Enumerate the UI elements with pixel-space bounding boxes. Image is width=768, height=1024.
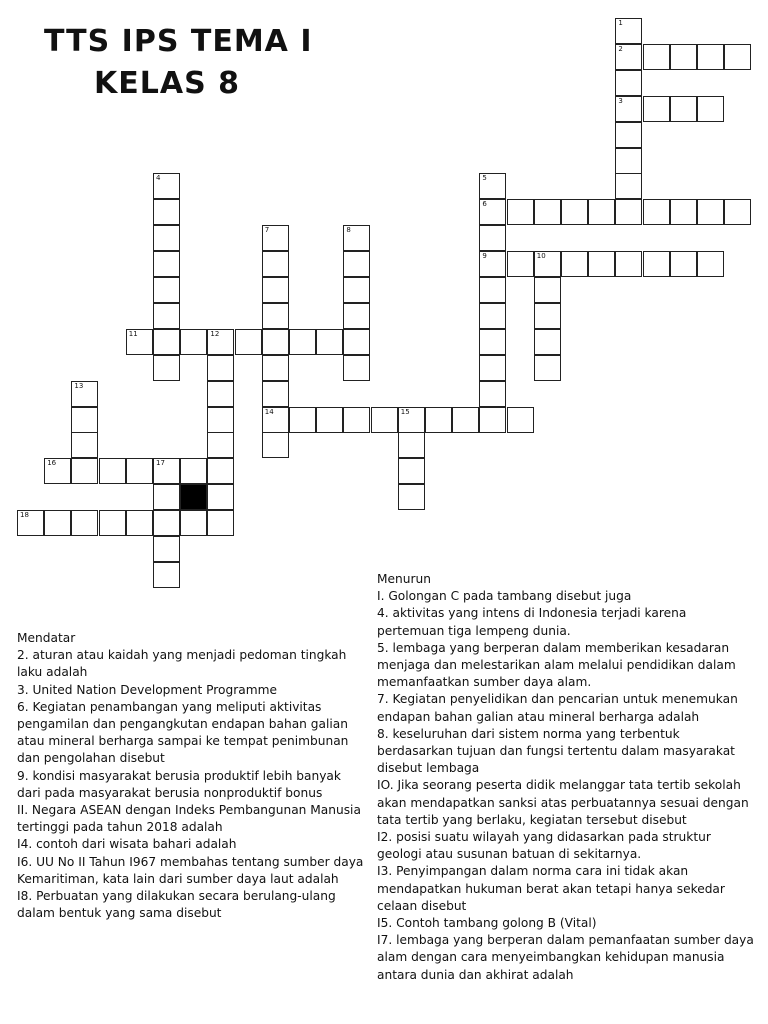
grid-cell[interactable] bbox=[643, 44, 670, 70]
clue-number: 5 bbox=[482, 174, 487, 183]
grid-cell[interactable] bbox=[153, 562, 180, 588]
grid-cell[interactable] bbox=[398, 458, 425, 484]
down-clue: I. Golongan C pada tambang disebut juga bbox=[377, 589, 632, 604]
clue-number: 13 bbox=[74, 381, 84, 390]
grid-cell[interactable] bbox=[99, 458, 126, 484]
grid-cell[interactable] bbox=[153, 173, 180, 199]
grid-cell[interactable] bbox=[71, 510, 98, 536]
grid-cell[interactable] bbox=[479, 407, 506, 433]
clue-number: 14 bbox=[264, 407, 274, 416]
title-line-2: KELAS 8 bbox=[94, 66, 240, 101]
grid-cell[interactable] bbox=[316, 329, 343, 355]
grid-cell[interactable] bbox=[262, 381, 289, 407]
clue-number: 4 bbox=[156, 174, 161, 183]
grid-cell[interactable] bbox=[697, 199, 724, 225]
grid-cell[interactable] bbox=[697, 96, 724, 122]
clue-number: 11 bbox=[128, 329, 138, 338]
grid-cell[interactable] bbox=[479, 329, 506, 355]
grid-cell[interactable] bbox=[697, 251, 724, 277]
grid-cell[interactable] bbox=[99, 510, 126, 536]
blocked-cell bbox=[180, 484, 207, 510]
grid-cell[interactable] bbox=[479, 225, 506, 251]
grid-cell[interactable] bbox=[643, 199, 670, 225]
grid-cell[interactable] bbox=[153, 329, 180, 355]
grid-cell[interactable] bbox=[343, 407, 370, 433]
grid-cell[interactable] bbox=[207, 432, 234, 458]
across-clues bbox=[17, 630, 367, 922]
grid-cell[interactable] bbox=[153, 225, 180, 251]
grid-cell[interactable] bbox=[643, 251, 670, 277]
across-clue: 3. United Nation Development Programme bbox=[17, 682, 277, 697]
grid-cell[interactable] bbox=[17, 510, 44, 536]
grid-cell[interactable] bbox=[180, 510, 207, 536]
clue-number: 12 bbox=[210, 329, 220, 338]
grid-cell[interactable] bbox=[479, 355, 506, 381]
grid-cell[interactable] bbox=[71, 432, 98, 458]
grid-cell[interactable] bbox=[289, 329, 316, 355]
grid-cell[interactable] bbox=[262, 329, 289, 355]
grid-cell[interactable] bbox=[153, 355, 180, 381]
grid-cell[interactable] bbox=[126, 510, 153, 536]
grid-cell[interactable] bbox=[207, 355, 234, 381]
grid-cell[interactable] bbox=[643, 96, 670, 122]
grid-cell[interactable] bbox=[207, 484, 234, 510]
grid-cell[interactable] bbox=[615, 148, 642, 174]
grid-cell[interactable] bbox=[207, 458, 234, 484]
grid-cell[interactable] bbox=[153, 277, 180, 303]
grid-cell[interactable] bbox=[262, 407, 289, 433]
grid-cell[interactable] bbox=[316, 407, 343, 433]
grid-cell[interactable] bbox=[534, 251, 561, 277]
down-clues bbox=[377, 571, 755, 984]
grid-cell[interactable] bbox=[262, 277, 289, 303]
down-clue: 7. Kegiatan penyelidikan dan pencarian untuk menemukan endapan bahan galian atau mineral berharga adalah bbox=[377, 692, 738, 724]
grid-cell[interactable] bbox=[262, 355, 289, 381]
grid-cell[interactable] bbox=[153, 199, 180, 225]
clue-number: 17 bbox=[156, 459, 165, 468]
grid-cell[interactable] bbox=[479, 173, 506, 199]
grid-cell[interactable] bbox=[534, 303, 561, 329]
grid-cell[interactable] bbox=[71, 407, 98, 433]
grid-cell[interactable] bbox=[44, 510, 71, 536]
across-clue: I8. Perbuatan yang dilakukan secara berulang-ulang dalam bentuk yang sama disebut bbox=[17, 889, 336, 921]
grid-cell[interactable] bbox=[534, 199, 561, 225]
grid-cell[interactable] bbox=[343, 329, 370, 355]
down-clue: IO. Jika seorang peserta didik melanggar tata tertib sekolah akan mendapatkan sanksi atas perbuatannya sesuai dengan tata tertib yang berlaku, kegiatan tersebut disebut bbox=[377, 778, 749, 827]
down-clue: I2. posisi suatu wilayah yang didasarkan pada struktur geologi atau susunan batuan di sekitarnya. bbox=[377, 830, 711, 862]
title-line-1: TTS IPS TEMA I bbox=[44, 24, 313, 59]
grid-cell[interactable] bbox=[71, 381, 98, 407]
across-clue: 9. kondisi masyarakat berusia produktif lebih banyak dari pada masyarakat berusia nonproduktif bonus bbox=[17, 768, 341, 800]
clue-number: 3 bbox=[618, 96, 623, 105]
down-clue: 4. aktivitas yang intens di Indonesia terjadi karena pertemuan tiga lempeng dunia. bbox=[377, 606, 687, 638]
grid-cell[interactable] bbox=[343, 251, 370, 277]
grid-cell[interactable] bbox=[71, 458, 98, 484]
grid-cell[interactable] bbox=[615, 44, 642, 70]
grid-cell[interactable] bbox=[343, 355, 370, 381]
grid-cell[interactable] bbox=[126, 329, 153, 355]
grid-cell[interactable] bbox=[207, 381, 234, 407]
grid-cell[interactable] bbox=[180, 458, 207, 484]
grid-cell[interactable] bbox=[615, 173, 642, 199]
grid-cell[interactable] bbox=[207, 329, 234, 355]
grid-cell[interactable] bbox=[207, 510, 234, 536]
grid-cell[interactable] bbox=[153, 458, 180, 484]
grid-cell[interactable] bbox=[479, 303, 506, 329]
grid-cell[interactable] bbox=[153, 510, 180, 536]
clue-number: 2 bbox=[618, 44, 623, 53]
grid-cell[interactable] bbox=[697, 44, 724, 70]
clue-number: 9 bbox=[482, 252, 487, 261]
grid-cell[interactable] bbox=[615, 18, 642, 44]
grid-cell[interactable] bbox=[507, 251, 534, 277]
across-clue: 6. Kegiatan penambangan yang meliputi aktivitas pengamilan dan pengangkutan endapan bahan galian atau mineral berharga sampai ke tempat penimbunan dan pengolahan disebut bbox=[17, 699, 349, 766]
grid-cell[interactable] bbox=[479, 277, 506, 303]
across-clue: II. Negara ASEAN dengan Indeks Pembangunan Manusia tertinggi pada tahun 2018 adalah bbox=[17, 803, 361, 835]
down-clue: 8. keseluruhan dari sistem norma yang terbentuk berdasarkan tujuan dan fungsi tertentu dalam masyarakat disebut lembaga bbox=[377, 726, 735, 776]
across-clue: I6. UU No II Tahun I967 membahas tentang sumber daya Kemaritiman, kata lain dari sumber daya laut adalah bbox=[17, 854, 364, 886]
grid-cell[interactable] bbox=[262, 432, 289, 458]
grid-cell[interactable] bbox=[343, 225, 370, 251]
across-heading: Mendatar bbox=[17, 631, 76, 645]
grid-cell[interactable] bbox=[615, 122, 642, 148]
grid-cell[interactable] bbox=[126, 458, 153, 484]
grid-cell[interactable] bbox=[44, 458, 71, 484]
grid-cell[interactable] bbox=[507, 199, 534, 225]
grid-cell[interactable] bbox=[289, 407, 316, 433]
grid-cell[interactable] bbox=[398, 484, 425, 510]
clue-number: 16 bbox=[47, 459, 57, 468]
grid-cell[interactable] bbox=[425, 407, 452, 433]
grid-cell[interactable] bbox=[588, 251, 615, 277]
grid-cell[interactable] bbox=[371, 407, 398, 433]
grid-cell[interactable] bbox=[615, 199, 642, 225]
grid-cell[interactable] bbox=[479, 381, 506, 407]
down-clue: I3. Penyimpangan dalam norma cara ini tidak akan mendapatkan hukuman berat akan tetapi hanya sekedar celaan disebut bbox=[377, 864, 725, 913]
grid-cell[interactable] bbox=[479, 199, 506, 225]
grid-cell[interactable] bbox=[724, 199, 751, 225]
across-clue: I4. contoh dari wisata bahari adalah bbox=[17, 837, 237, 852]
grid-cell[interactable] bbox=[479, 251, 506, 277]
clue-number: 8 bbox=[346, 226, 351, 235]
down-clue: 5. lembaga yang berperan dalam memberikan kesadaran menjaga dan melestarikan alam melalui pendidikan dalam memanfaatkan sumber daya alam. bbox=[377, 640, 736, 690]
grid-cell[interactable] bbox=[507, 407, 534, 433]
grid-cell[interactable] bbox=[343, 277, 370, 303]
grid-cell[interactable] bbox=[670, 199, 697, 225]
grid-cell[interactable] bbox=[561, 199, 588, 225]
grid-cell[interactable] bbox=[670, 96, 697, 122]
clue-number: 1 bbox=[618, 19, 623, 27]
grid-cell[interactable] bbox=[398, 407, 425, 433]
grid-cell[interactable] bbox=[534, 277, 561, 303]
grid-cell[interactable] bbox=[534, 329, 561, 355]
grid-cell[interactable] bbox=[262, 225, 289, 251]
clue-number: 6 bbox=[482, 200, 487, 209]
clue-number: 10 bbox=[536, 252, 546, 261]
grid-cell[interactable] bbox=[724, 44, 751, 70]
grid-cell[interactable] bbox=[153, 536, 180, 562]
grid-cell[interactable] bbox=[670, 251, 697, 277]
grid-cell[interactable] bbox=[207, 407, 234, 433]
grid-cell[interactable] bbox=[534, 355, 561, 381]
grid-cell[interactable] bbox=[561, 251, 588, 277]
down-clue: I5. Contoh tambang golong B (Vital) bbox=[377, 916, 597, 931]
grid-cell[interactable] bbox=[343, 303, 370, 329]
grid-cell[interactable] bbox=[153, 303, 180, 329]
grid-cell[interactable] bbox=[262, 251, 289, 277]
grid-cell[interactable] bbox=[670, 44, 697, 70]
grid-cell[interactable] bbox=[153, 251, 180, 277]
grid-cell[interactable] bbox=[615, 96, 642, 122]
grid-cell[interactable] bbox=[588, 199, 615, 225]
grid-cell[interactable] bbox=[262, 303, 289, 329]
clue-number: 18 bbox=[20, 511, 29, 520]
grid-cell[interactable] bbox=[153, 484, 180, 510]
grid-cell[interactable] bbox=[235, 329, 262, 355]
down-heading: Menurun bbox=[377, 572, 431, 586]
clue-number: 7 bbox=[264, 226, 270, 235]
grid-cell[interactable] bbox=[615, 70, 642, 96]
grid-cell[interactable] bbox=[615, 251, 642, 277]
grid-cell[interactable] bbox=[180, 329, 207, 355]
down-clue: I7. lembaga yang berperan dalam pemanfaatan sumber daya alam dengan cara menyeimbangkan kehidupan manusia antara dunia dan akhirat adalah bbox=[377, 933, 754, 982]
grid-cell[interactable] bbox=[452, 407, 479, 433]
clue-number: 15 bbox=[400, 407, 410, 416]
across-clue: 2. aturan atau kaidah yang menjadi pedoman tingkah laku adalah bbox=[17, 648, 347, 680]
grid-cell[interactable] bbox=[398, 432, 425, 458]
